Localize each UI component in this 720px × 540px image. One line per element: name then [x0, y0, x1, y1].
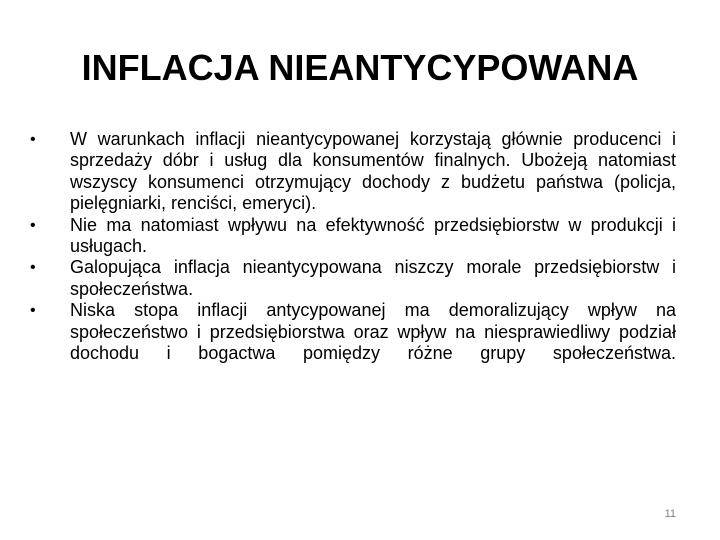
bullet-text: W warunkach inflacji nieantycypowanej korzystają głównie producenci i sprzedaży dóbr i usług dla konsumentów finalnych. Ubożeją natomiast wszyscy konsumenci otrzymujący dochody z budżetu państwa (policja, pielęgniarki, renciści, emeryci).	[70, 129, 676, 214]
page-number: 11	[664, 508, 676, 520]
bullet-item	[30, 257, 676, 300]
bullet-icon: •	[30, 302, 36, 320]
bullet-item	[30, 215, 676, 258]
bullet-icon: •	[30, 259, 36, 277]
bullet-text: Galopująca inflacja nieantycypowana niszczy morale przedsiębiorstw i społeczeństwa.	[70, 257, 676, 299]
bullet-item	[30, 300, 676, 364]
bullet-icon: •	[30, 216, 36, 234]
bullet-text: Nie ma natomiast wpływu na efektywność przedsiębiorstw w produkcji i usługach.	[70, 214, 676, 257]
bullet-list	[30, 129, 676, 364]
bullet-text: Niska stopa inflacji antycypowanej ma demoralizujący wpływ na społeczeństwo i przedsiębiorstwa oraz wpływ na niesprawiedliwy podział dochodu i bogactwa pomiędzy różne grupy społeczeństwa.	[70, 300, 676, 364]
bullet-item	[30, 129, 676, 215]
bullet-icon: •	[30, 131, 36, 148]
slide-title: INFLACJA NIEANTYCYPOWANA	[81, 47, 639, 88]
